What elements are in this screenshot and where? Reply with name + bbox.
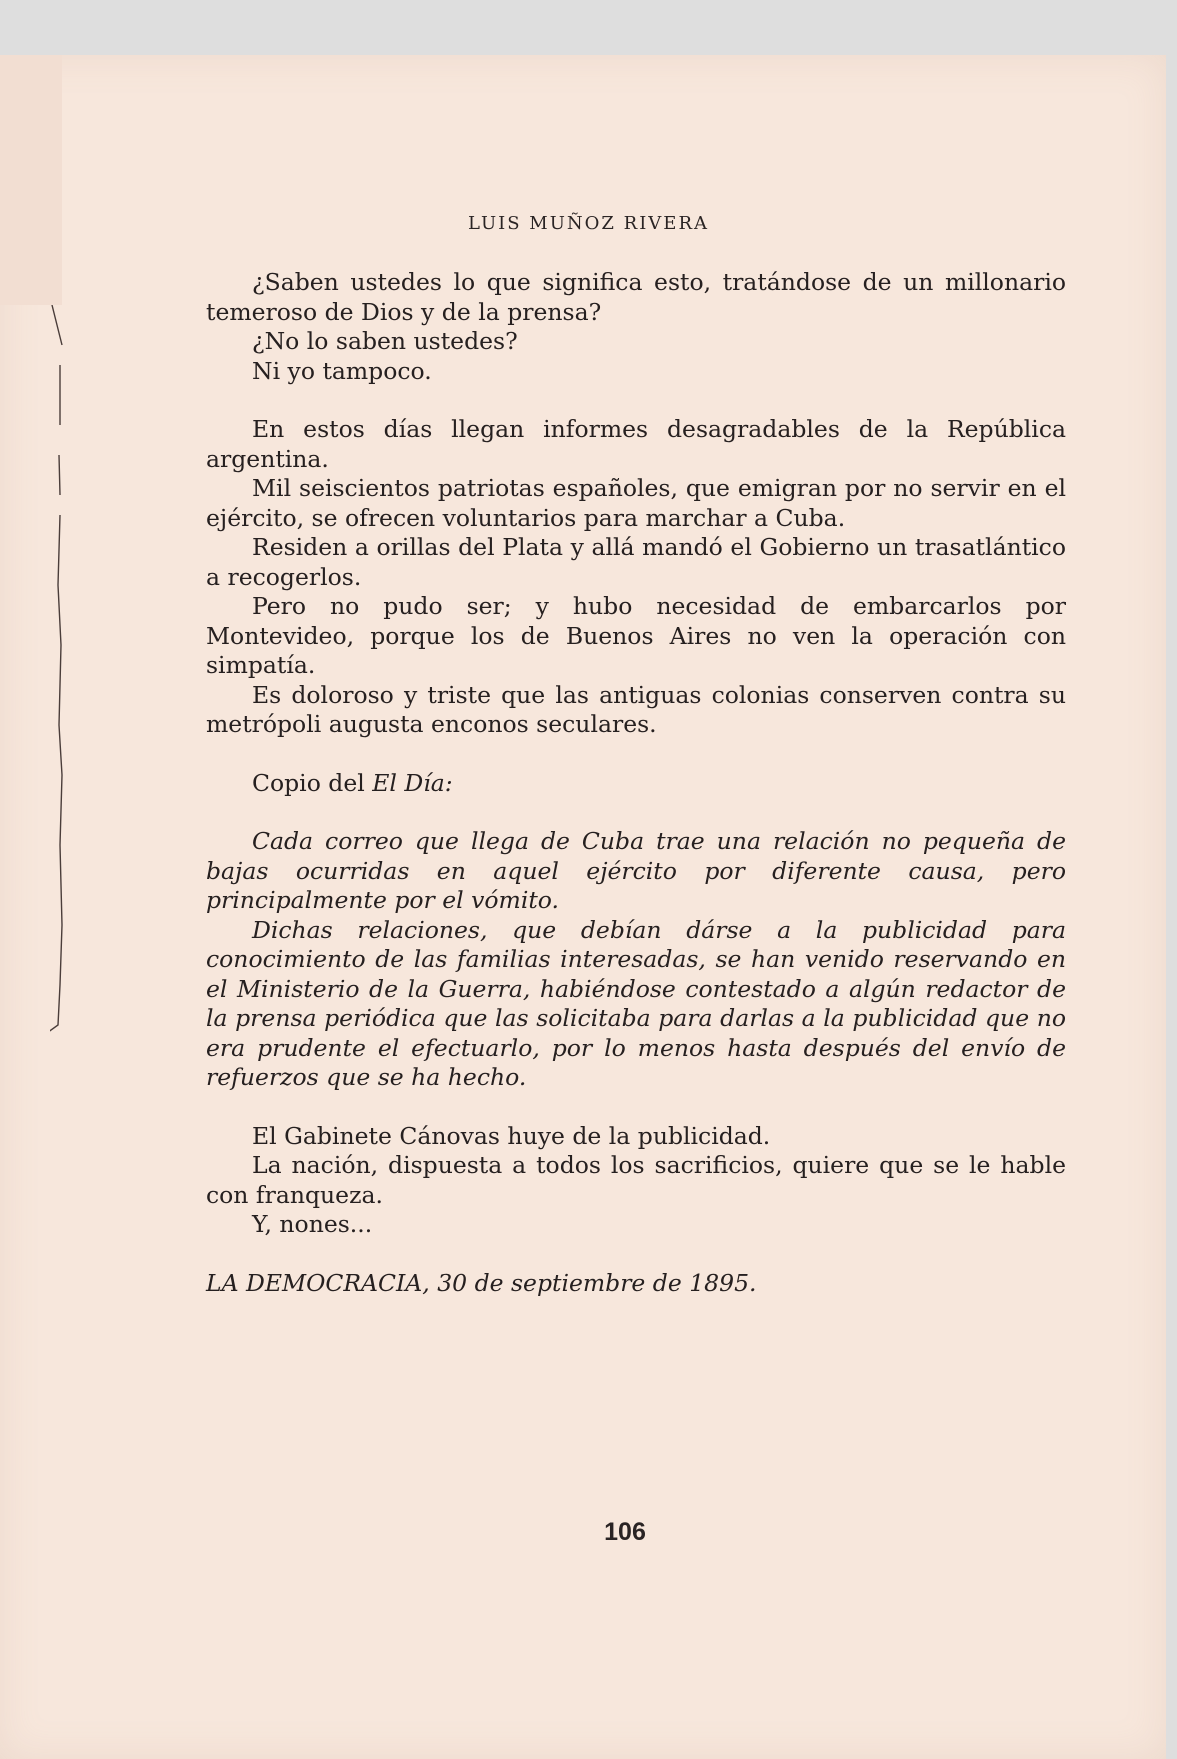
paragraph: Residen a orillas del Plata y allá mandó el Gobierno un trasatlántico a recogerlos. <box>206 533 1066 591</box>
newspaper-title: El Día: <box>372 768 453 797</box>
source-citation: LA DEMOCRACIA, 30 de septiembre de 1895. <box>206 1268 757 1297</box>
paragraph: En estos días llegan informes desagradables de la República argentina. <box>206 415 1066 473</box>
quoted-paragraph: Dichas relaciones, que debían dárse a la publicidad para conocimiento de las familias interesadas, se han venido reservando en el Ministerio de la Guerra, habiéndose contestado a algún redactor de la prensa periódica que las solicitaba para darlas a la publicidad que no era prudente el efectuarlo, por lo menos hasta después del envío de refuerzos que se ha hecho. <box>206 915 1066 1091</box>
paragraph <box>206 769 1066 799</box>
paragraph: Ni yo tampoco. <box>252 356 432 385</box>
quoted-paragraph: Cada correo que llega de Cuba trae una relación no pequeña de bajas ocurridas en aquel ejército por diferente causa, pero principalmente por el vómito. <box>206 827 1066 914</box>
margin-pencil-mark <box>50 305 80 1045</box>
paragraph: ¿Saben ustedes lo que significa esto, tratándose de un millonario temeroso de Dios y de la prensa? <box>206 268 1066 326</box>
running-head: LUIS MUÑOZ RIVERA <box>468 213 709 234</box>
paragraph: Mil seiscientos patriotas españoles, que emigran por no servir en el ejército, se ofrecen voluntarios para marchar a Cuba. <box>206 474 1066 532</box>
paragraph: La nación, dispuesta a todos los sacrificios, quiere que se le hable con franqueza. <box>206 1151 1066 1209</box>
paragraph: Es doloroso y triste que las antiguas colonias conserven contra su metrópoli augusta enconos seculares. <box>206 680 1066 738</box>
copy-intro: Copio del <box>252 768 373 797</box>
page-number: 106 <box>604 1518 646 1546</box>
body-text <box>206 268 1066 1298</box>
torn-edge <box>0 55 62 305</box>
paragraph: ¿No lo saben ustedes? <box>252 327 518 355</box>
paragraph: El Gabinete Cánovas huye de la publicidad. <box>252 1121 771 1150</box>
paragraph: Pero no pudo ser; y hubo necesidad de embarcarlos por Montevideo, porque los de Buenos Aires no ven la operación con simpatía. <box>206 592 1066 679</box>
paragraph: Y, nones... <box>252 1210 373 1238</box>
